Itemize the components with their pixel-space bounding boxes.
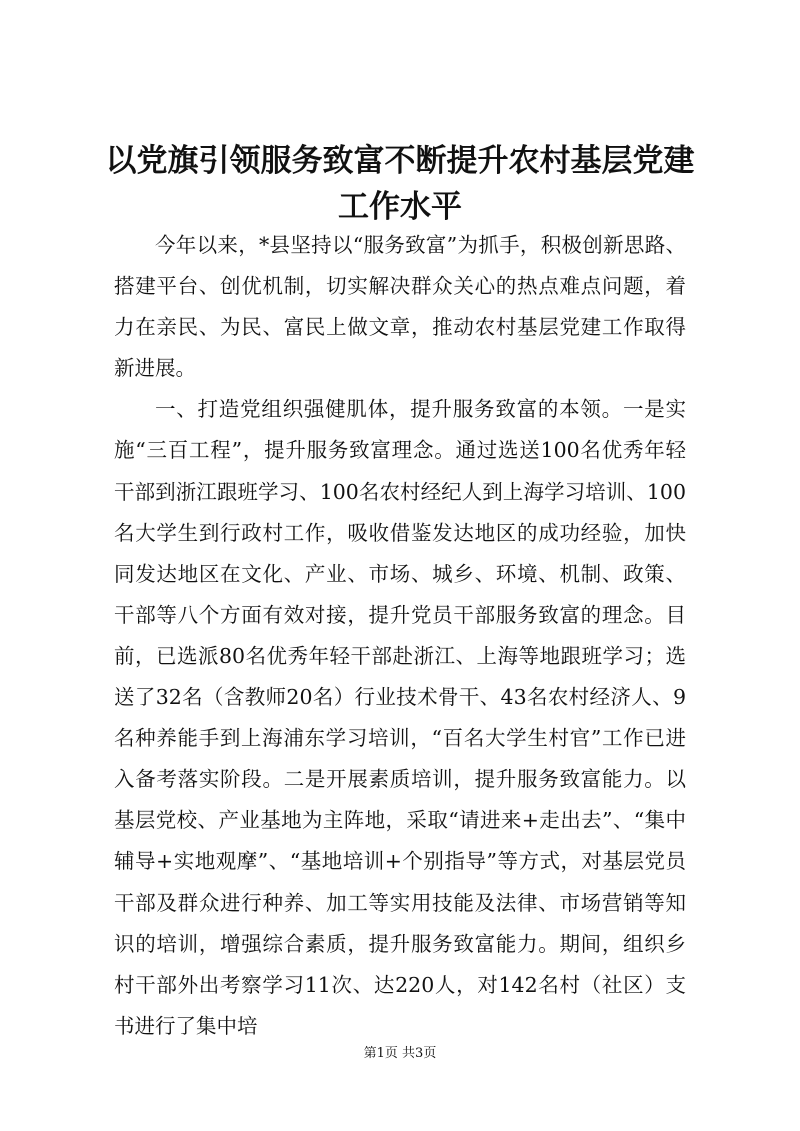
page-number-footer: 第1页 共3页 (363, 1046, 437, 1061)
paragraph-section-one: 一、打造党组织强健肌体，提升服务致富的本领。一是实施“三百工程”，提升服务致富理念。通过选送100名优秀年轻干部到浙江跟班学习、100名农村经纪人到上海学习培训、100名大学生到行政村工作，吸收借鉴发达地区的成功经验，加快同发达地区在文化、产业、市场、城乡、环境、机制、政策、干部等八个方面有效对接，提升党员干部服务致富的理念。目前，已选派80名优秀年轻干部赴浙江、上海等地跟班学习；选送了32名（含教师20名）行业技术骨干、43名农村经济人、9名种养能手到上海浦东学习培训，“百名大学生村官”工作已进入备考落实阶段。二是开展素质培训，提升服务致富能力。以基层党校、产业基地为主阵地，采取“请进来+走出去”、“集中辅导+实地观摩”、“基地培训+个别指导”等方式，对基层党员干部及群众进行种养、加工等实用技能及法律、市场营销等知识的培训，增强综合素质，提升服务致富能力。期间，组织乡村干部外出考察学习11次、达220人，对142名村（社区）支书进行了集中培 (114, 397, 686, 1038)
document-title: 以党旗引领服务致富不断提升农村基层党建工作水平 (105, 143, 695, 225)
paragraph-intro: 今年以来，*县坚持以“服务致富”为抓手，积极创新思路、搭建平台、创优机制，切实解决群众关心的热点难点问题，着力在亲民、为民、富民上做文章，推动农村基层党建工作取得新进展。 (114, 233, 686, 381)
document-body (114, 225, 686, 1047)
